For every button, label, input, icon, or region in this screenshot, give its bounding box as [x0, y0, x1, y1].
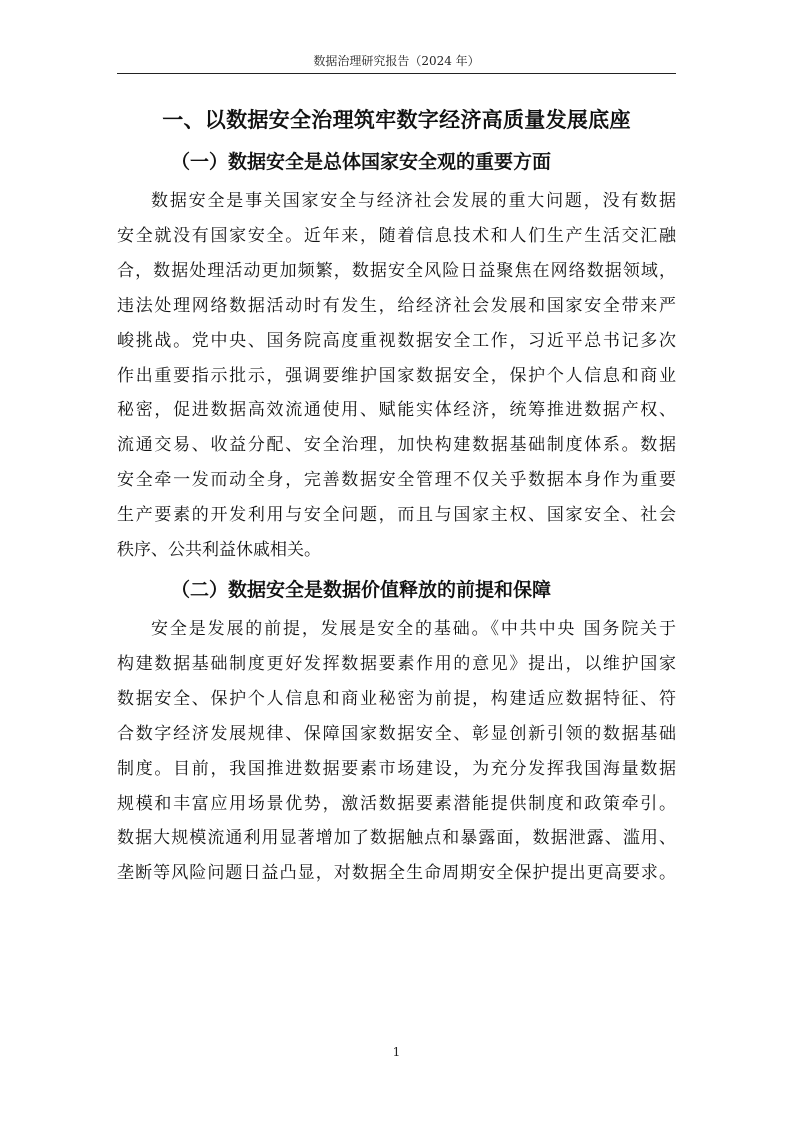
paragraph-line: 安全就没有国家安全。近年来，随着信息技术和人们生产生活交汇融	[117, 225, 676, 246]
paragraph-line: 秘密，促进数据高效流通使用、赋能实体经济，统筹推进数据产权、	[117, 400, 676, 421]
running-header: 数据治理研究报告（2024 年）	[313, 54, 480, 68]
paragraph-line: 生产要素的开发利用与安全问题，而且与国家主权、国家安全、社会	[117, 505, 676, 526]
header-rule	[117, 73, 676, 74]
paragraph-line: 构建数据基础制度更好发挥数据要素作用的意见》提出，以维护国家	[117, 653, 676, 674]
paragraph-line: 峻挑战。党中央、国务院高度重视数据安全工作，习近平总书记多次	[117, 330, 676, 351]
paragraph-line: 数据大规模流通利用显著增加了数据触点和暴露面，数据泄露、滥用、	[117, 828, 676, 849]
paragraph-line: 制度。目前，我国推进数据要素市场建设，为充分发挥我国海量数据	[117, 758, 676, 779]
paragraph-2	[117, 612, 676, 891]
paragraph-line: 安全牵一发而动全身，完善数据安全管理不仅关乎数据本身作为重要	[117, 470, 676, 491]
paragraph-line: 流通交易、收益分配、安全治理，加快构建数据基础制度体系。数据	[117, 435, 676, 456]
paragraph-line: 规模和丰富应用场景优势，激活数据要素潜能提供制度和政策牵引。	[117, 793, 676, 814]
paragraph-line: 秩序、公共利益休戚相关。	[117, 540, 321, 561]
page-number: 1	[392, 1045, 401, 1059]
subsection-heading-2: （二）数据安全是数据价值释放的前提和保障	[171, 578, 552, 601]
section-heading: 一、以数据安全治理筑牢数字经济高质量发展底座	[162, 108, 631, 132]
subsection-heading-1: （一）数据安全是总体国家安全观的重要方面	[171, 151, 552, 173]
paragraph-1	[117, 184, 676, 568]
paragraph-line: 数据安全、保护个人信息和商业秘密为前提，构建适应数据特征、符	[117, 688, 676, 709]
paragraph-line: 合数字经济发展规律、保障国家数据安全、彰显创新引领的数据基础	[117, 723, 676, 744]
paragraph-line: 作出重要指示批示，强调要维护国家数据安全，保护个人信息和商业	[117, 365, 676, 386]
paragraph-line: 违法处理网络数据活动时有发生，给经济社会发展和国家安全带来严	[117, 295, 676, 316]
paragraph-line: 合，数据处理活动更加频繁，数据安全风险日益聚焦在网络数据领域，	[117, 260, 676, 281]
paragraph-line: 数据安全是事关国家安全与经济社会发展的重大问题，没有数据	[151, 191, 676, 211]
paragraph-line: 安全是发展的前提，发展是安全的基础。《中共中央 国务院关于	[151, 618, 676, 639]
paragraph-line: 垄断等风险问题日益凸显，对数据全生命周期安全保护提出更高要求。	[117, 863, 676, 884]
page-body	[117, 100, 676, 891]
